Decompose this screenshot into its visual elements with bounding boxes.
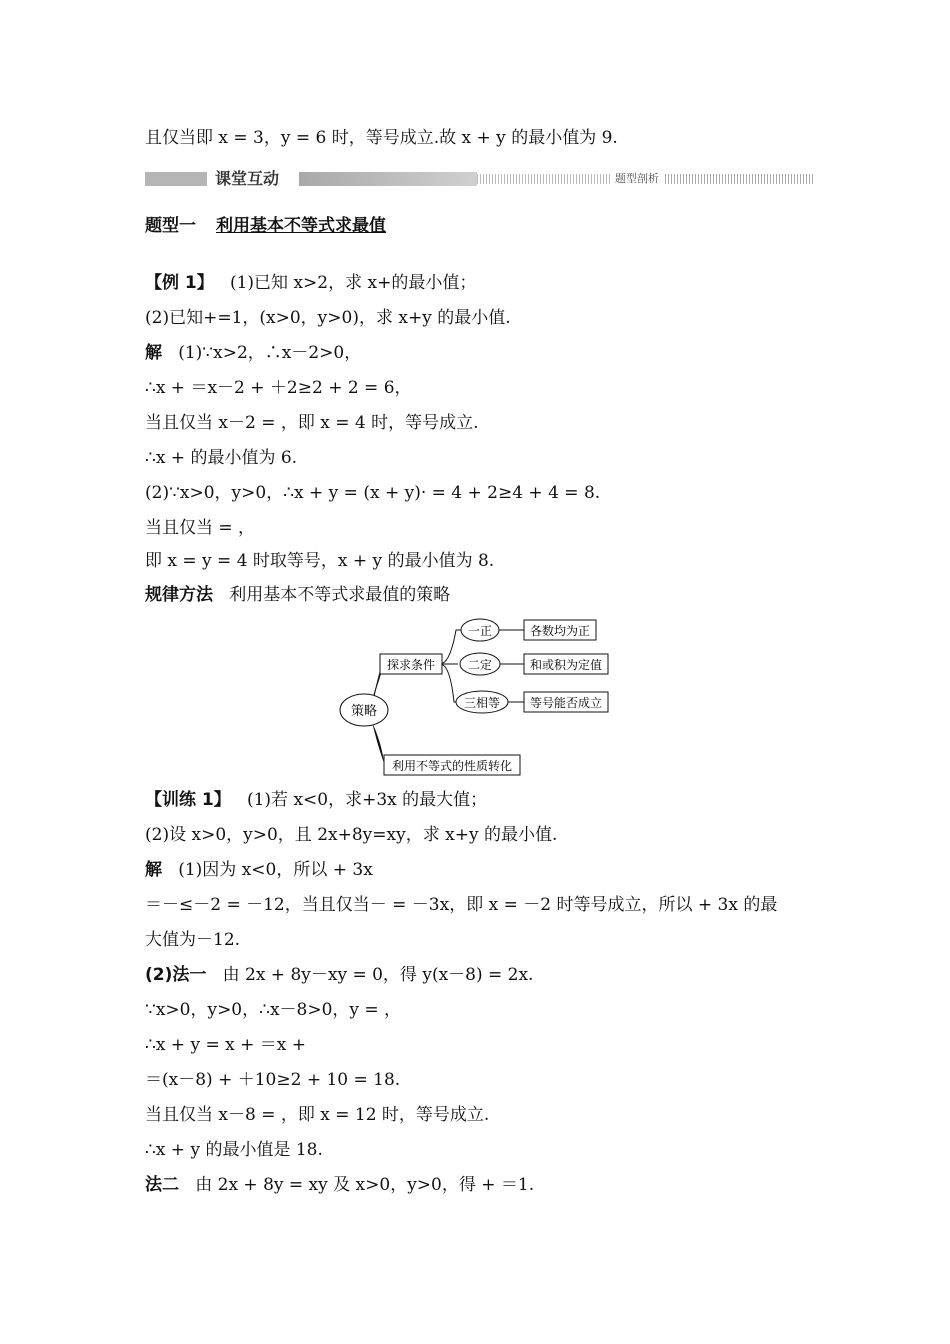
result-label: 各数均为正 [529,624,591,638]
section-banner [145,168,813,190]
method-text: 利用基本不等式求最值的策略 [229,585,451,605]
banner-hatch [477,174,612,184]
exercise-line [145,789,487,811]
condition-label: 一正 [467,624,493,638]
solution-text: ∴x + y = x + ＝x + [145,1035,306,1055]
result-label: 等号能否成立 [529,696,603,710]
solution-text: ∴x + 的最小值为 6. [145,448,298,468]
solution-line [145,342,361,364]
branch-label: 利用不等式的性质转化 [391,759,513,773]
banner-bar [299,172,477,186]
solution-text: ＝(x－8) + ＋10≥2 + 10 = 18. [145,1070,401,1090]
solution-line [145,859,373,881]
solution-text: (2)∵x>0，y>0，∴x + y = (x + y)· = 4 + 2≥4 + 4 = 8. [145,483,601,503]
example-question-1: (1)已知 x>2，求 x+的最小值； [229,273,477,293]
exercise-question-1: (1)若 x<0，求+3x 的最大值； [246,790,488,810]
solution-text: 即 x = y = 4 时取等号，x + y 的最小值为 8. [145,551,495,571]
banner-hatch [665,174,813,184]
solution-text: 由 2x + 8y = xy 及 x>0，y>0，得 + ＝1. [195,1175,535,1195]
result-label: 和或积为定值 [529,658,603,672]
strategy-diagram [330,612,630,780]
example-line [145,272,476,294]
banner-title: 课堂互动 [215,169,280,188]
banner-bar [145,172,207,186]
solution-text: 当且仅当 x－2 = ，即 x = 4 时，等号成立. [145,413,479,433]
solution-tag: 解 [145,343,162,363]
solution-text: 大值为－12. [145,930,241,950]
method-two-line [145,1174,534,1196]
branch-wedge [372,722,384,763]
condition-label: 三相等 [463,696,501,710]
method-one-line [145,964,533,986]
branch-label: 探求条件 [386,658,436,672]
section-heading [145,211,386,236]
solution-text: ∴x + ＝x－2 + ＋2≥2 + 2 = 6， [145,378,412,398]
exercise-tag: 【训练 1】 [145,790,231,810]
method-one-label: (2)法一 [145,965,207,985]
solution-text: ∴x + y 的最小值是 18. [145,1140,323,1160]
exercise-question-2: (2)设 x>0，y>0，且 2x+8y=xy，求 x+y 的最小值. [145,825,558,845]
condition-label: 二定 [467,658,493,672]
continued-text: 且仅当即 x = 3，y = 6 时，等号成立.故 x + y 的最小值为 9. [145,128,618,148]
example-tag: 【例 1】 [145,273,214,293]
banner-subtitle: 题型剖析 [615,172,659,185]
section-title: 利用基本不等式求最值 [216,216,386,236]
method-two-label: 法二 [145,1175,179,1195]
section-label: 题型一 [145,216,196,236]
solution-text: (1)因为 x<0，所以 + 3x [178,860,373,880]
method-line [145,584,450,606]
root-label: 策略 [350,704,378,719]
solution-text: ∵x>0，y>0，∴x－8>0，y = ， [145,1000,402,1020]
solution-text: 当且仅当 x－8 = ，即 x = 12 时，等号成立. [145,1105,490,1125]
solution-text: 由 2x + 8y－xy = 0，得 y(x－8) = 2x. [222,965,534,985]
solution-text: (1)∵x>2，∴x－2>0， [178,343,362,363]
solution-text: ＝－≤－2 = －12，当且仅当－ = －3x，即 x = －2 时等号成立，所以 + 3x 的最 [145,895,778,915]
solution-text: 当且仅当 = ， [145,518,256,538]
example-question-2: (2)已知+=1，(x>0，y>0)，求 x+y 的最小值. [145,308,511,328]
solution-tag: 解 [145,860,162,880]
method-label: 规律方法 [145,585,213,605]
